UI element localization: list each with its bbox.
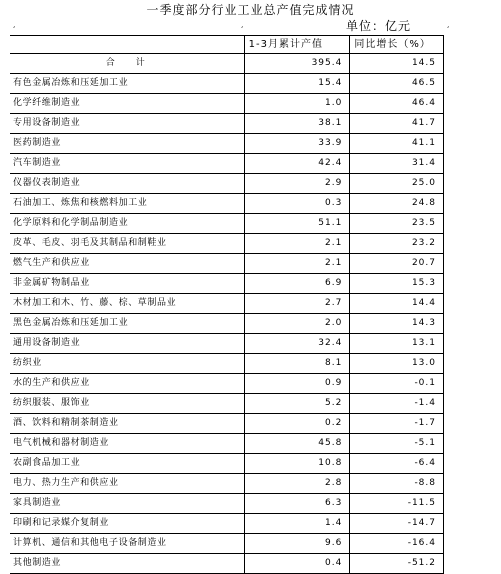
table-row [10,374,444,394]
cumulative-output-cell: 10.8 [244,454,350,474]
unit-label: 单位：亿元 [346,19,412,33]
table-row [10,194,444,214]
table-row [10,174,444,194]
industry-name-cell: 石油加工、炼焦和核燃料加工业 [10,194,244,214]
cumulative-output-cell: 0.4 [244,554,350,574]
table-row [10,234,444,254]
yoy-growth-cell: 46.5 [350,74,444,94]
industry-name-cell: 医药制造业 [10,134,244,154]
table-row [10,314,444,334]
cumulative-output-cell: 8.1 [244,354,350,374]
cumulative-output-cell: 15.4 [244,74,350,94]
cumulative-output-cell: 2.8 [244,474,350,494]
table-row [10,74,444,94]
industry-name-cell: 通用设备制造业 [10,334,244,354]
cumulative-output-cell: 0.2 [244,414,350,434]
table-row [10,454,444,474]
cumulative-output-cell: 2.1 [244,234,350,254]
table-row [10,514,444,534]
cumulative-output-cell: 0.9 [244,374,350,394]
table-row [10,134,444,154]
yoy-growth-cell: -8.8 [350,474,444,494]
cell-corner-mark: ¸ [12,19,16,28]
cumulative-output-cell: 1.0 [244,94,350,114]
industry-name-cell: 有色金属冶炼和压延加工业 [10,74,244,94]
industry-name-cell: 汽车制造业 [10,154,244,174]
cumulative-output-cell: 2.0 [244,314,350,334]
industry-name-cell: 合 计 [10,54,244,74]
yoy-growth-cell: -11.5 [350,494,444,514]
cumulative-output-cell: 45.8 [244,434,350,454]
yoy-growth-cell: 14.3 [350,314,444,334]
yoy-growth-cell: 13.1 [350,334,444,354]
yoy-growth-cell: -0.1 [350,374,444,394]
yoy-growth-cell: 23.2 [350,234,444,254]
table-row [10,214,444,234]
cumulative-output-cell: 6.9 [244,274,350,294]
table-row [10,434,444,454]
yoy-growth-cell: -1.4 [350,394,444,414]
table-row [10,394,444,414]
cumulative-output-cell: 2.7 [244,294,350,314]
table-row [10,154,444,174]
industry-name-cell: 纺织业 [10,354,244,374]
cumulative-output-cell: 32.4 [244,334,350,354]
cumulative-output-cell: 51.1 [244,214,350,234]
cumulative-output-cell: 395.4 [244,54,350,74]
yoy-growth-cell: -16.4 [350,534,444,554]
industry-name-cell: 家具制造业 [10,494,244,514]
industry-name-cell: 电力、热力生产和供应业 [10,474,244,494]
industry-name-cell: 非金属矿物制品业 [10,274,244,294]
industry-name-cell: 纺织服装、服饰业 [10,394,244,414]
cumulative-output-cell: 6.3 [244,494,350,514]
industry-name-cell: 化学纤维制造业 [10,94,244,114]
yoy-growth-cell: -1.7 [350,414,444,434]
yoy-growth-cell: 14.5 [350,54,444,74]
cumulative-output-cell: 0.3 [244,194,350,214]
cell-corner-mark: ¸ [240,19,244,28]
industry-name-cell: 黑色金属冶炼和压延加工业 [10,314,244,334]
cumulative-output-cell: 2.1 [244,254,350,274]
industry-name-cell: 化学原料和化学制品制造业 [10,214,244,234]
yoy-growth-cell: 31.4 [350,154,444,174]
yoy-growth-cell: -6.4 [350,454,444,474]
table-row [10,114,444,134]
table-row [10,334,444,354]
yoy-growth-cell: 14.4 [350,294,444,314]
yoy-growth-cell: 41.7 [350,114,444,134]
industry-name-cell: 燃气生产和供应业 [10,254,244,274]
yoy-growth-cell: 13.0 [350,354,444,374]
yoy-growth-cell: 25.0 [350,174,444,194]
cumulative-output-cell: 5.2 [244,394,350,414]
total-row [10,54,444,74]
industry-name-cell: 电气机械和器材制造业 [10,434,244,454]
table-row [10,354,444,374]
yoy-growth-cell: -5.1 [350,434,444,454]
yoy-growth-cell: 15.3 [350,274,444,294]
yoy-growth-cell: 24.8 [350,194,444,214]
table-row [10,414,444,434]
industry-name-cell: 印刷和记录媒介复制业 [10,514,244,534]
table-row [10,494,444,514]
header-cumulative-output: 1-3月累计产值 [244,36,350,54]
cumulative-output-cell: 33.9 [244,134,350,154]
cumulative-output-cell: 9.6 [244,534,350,554]
cumulative-output-cell: 1.4 [244,514,350,534]
industry-name-cell: 水的生产和供应业 [10,374,244,394]
yoy-growth-cell: -14.7 [350,514,444,534]
industry-name-cell: 皮革、毛皮、羽毛及其制品和制鞋业 [10,234,244,254]
table-row [10,554,444,574]
table-row [10,534,444,554]
table-row [10,474,444,494]
industry-output-table [10,35,444,574]
header-industry [10,36,244,54]
industry-name-cell: 农副食品加工业 [10,454,244,474]
table-row [10,274,444,294]
yoy-growth-cell: -51.2 [350,554,444,574]
table-row [10,254,444,274]
header-yoy-growth: 同比增长（%） [350,36,444,54]
cumulative-output-cell: 2.9 [244,174,350,194]
cell-corner-mark: ¸ [446,19,450,28]
table-row [10,94,444,114]
industry-name-cell: 酒、饮料和精制茶制造业 [10,414,244,434]
industry-name-cell: 其他制造业 [10,554,244,574]
table-row [10,294,444,314]
yoy-growth-cell: 41.1 [350,134,444,154]
industry-name-cell: 木材加工和木、竹、藤、棕、草制品业 [10,294,244,314]
cumulative-output-cell: 42.4 [244,154,350,174]
table-title: 一季度部分行业工业总产值完成情况 [146,3,355,17]
table-header-row [10,36,444,54]
yoy-growth-cell: 46.4 [350,94,444,114]
cumulative-output-cell: 38.1 [244,114,350,134]
yoy-growth-cell: 20.7 [350,254,444,274]
yoy-growth-cell: 23.5 [350,214,444,234]
industry-name-cell: 专用设备制造业 [10,114,244,134]
industry-name-cell: 仪器仪表制造业 [10,174,244,194]
industry-name-cell: 计算机、通信和其他电子设备制造业 [10,534,244,554]
